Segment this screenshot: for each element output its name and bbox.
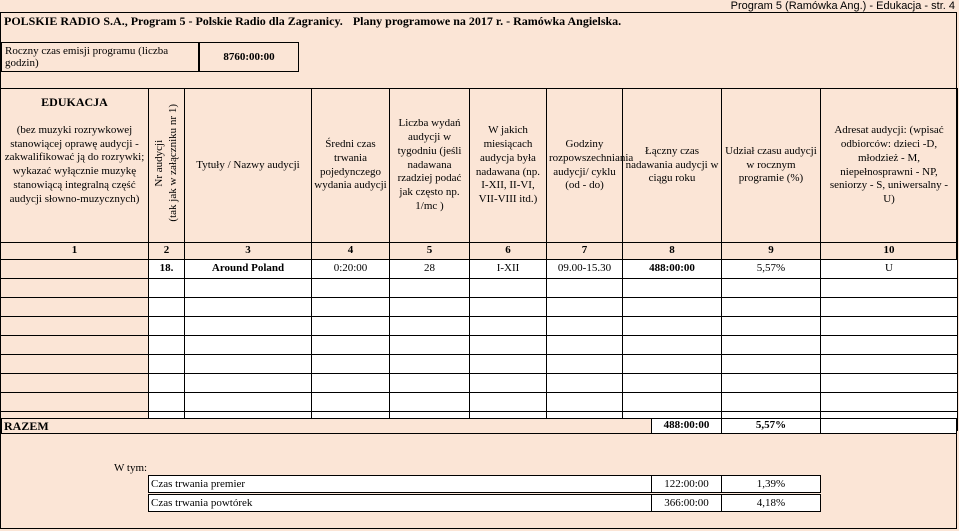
title-text: POLSKIE RADIO S.A., Program 5 - Polskie Radio dla Zagranicy.: [4, 14, 343, 28]
cell-empty: [185, 355, 312, 374]
cell-empty: [623, 279, 722, 298]
cell-empty: [185, 336, 312, 355]
cell-empty: [185, 317, 312, 336]
education-desc: (bez muzyki rozrywkowej stanowiącej oprawę audycji - zakwalifikować ją do rozrywki; wykazać wyłącznie muzykę stanowiącą integralną część audycji słowno-muzycznych): [4, 123, 145, 205]
cell-empty: [623, 374, 722, 393]
cell-empty: [1, 298, 149, 317]
repeat-label: Czas trwania powtórek: [148, 494, 652, 512]
cell-empty: [149, 298, 185, 317]
razem-total: 488:00:00: [651, 418, 722, 434]
cell-empty: [722, 374, 821, 393]
header-months: W jakich miesiącach audycja była nadawana (np. I-XII, II-VI, VII-VIII itd.): [470, 89, 547, 243]
cell-empty: [821, 298, 958, 317]
header-count: Liczba wydań audycji w tygodniu (jeśli nadawana rzadziej podać jak często np. 1/mc ): [390, 89, 470, 243]
premiere-total: 122:00:00: [651, 475, 722, 493]
cell-total: 488:00:00: [623, 260, 722, 279]
col-num: 6: [470, 243, 547, 260]
empty-table-row: [1, 279, 958, 298]
cell-empty: [470, 336, 547, 355]
cell-empty: [1, 260, 149, 279]
cell-empty: [390, 298, 470, 317]
empty-table-row: [1, 336, 958, 355]
empty-table-row: [1, 355, 958, 374]
header-titles: Tytuły / Nazwy audycji: [185, 89, 312, 243]
cell-empty: [185, 298, 312, 317]
header-total: Łączny czas nadawania audycji w ciągu roku: [623, 89, 722, 243]
table-row: [1, 260, 958, 279]
razem-label: RAZEM: [1, 418, 651, 434]
cell-empty: [821, 317, 958, 336]
cell-empty: [312, 355, 390, 374]
document-title: [4, 14, 621, 29]
cell-empty: [1, 279, 149, 298]
col-num: 1: [1, 243, 149, 260]
subtitle-text: Plany programowe na 2017 r. - Ramówka Angielska.: [352, 14, 622, 28]
cell-empty: [470, 298, 547, 317]
header-avg: Średni czas trwania pojedynczego wydania audycji: [312, 89, 390, 243]
cell-empty: [821, 336, 958, 355]
cell-audience: U: [821, 260, 958, 279]
cell-empty: [390, 317, 470, 336]
cell-empty: [312, 393, 390, 412]
cell-empty: [470, 317, 547, 336]
cell-empty: [821, 393, 958, 412]
header-nr: [149, 89, 185, 243]
cell-empty: [722, 298, 821, 317]
column-number-row: [1, 243, 958, 260]
cell-empty: [547, 355, 623, 374]
empty-table-row: [1, 374, 958, 393]
cell-empty: [470, 355, 547, 374]
annual-time-value: 8760:00:00: [199, 42, 299, 72]
cell-empty: [390, 393, 470, 412]
header-education: [1, 89, 149, 243]
header-audience: Adresat audycji: (wpisać odbiorców: dzieci -D, młodzież - M, niepełnosprawni - NP, seniorzy - S, uniwersalny - U): [821, 89, 958, 243]
cell-empty: [623, 336, 722, 355]
cell-title: Around Poland: [185, 260, 312, 279]
nr-text: Nr audycji: [152, 139, 165, 187]
cell-empty: [821, 279, 958, 298]
cell-empty: [1, 336, 149, 355]
cell-empty: [722, 355, 821, 374]
program-table: [0, 88, 958, 431]
header-row: [1, 89, 958, 243]
cell-empty: [547, 336, 623, 355]
premiere-label: Czas trwania premier: [148, 475, 652, 493]
cell-empty: [547, 279, 623, 298]
col-num: 3: [185, 243, 312, 260]
col-num: 4: [312, 243, 390, 260]
cell-avg: 0:20:00: [312, 260, 390, 279]
premiere-share: 1,39%: [721, 475, 821, 493]
cell-empty: [1, 317, 149, 336]
cell-empty: [470, 279, 547, 298]
cell-nr: 18.: [149, 260, 185, 279]
cell-empty: [821, 374, 958, 393]
cell-empty: [149, 336, 185, 355]
cell-empty: [623, 355, 722, 374]
cell-empty: [312, 374, 390, 393]
cell-empty: [1, 393, 149, 412]
page-label: Program 5 (Ramówka Ang.) - Edukacja - str. 4: [730, 0, 955, 12]
cell-empty: [312, 279, 390, 298]
col-num: 2: [149, 243, 185, 260]
cell-hours: 09.00-15.30: [547, 260, 623, 279]
cell-empty: [722, 393, 821, 412]
cell-empty: [312, 336, 390, 355]
razem-share: 5,57%: [721, 418, 821, 434]
cell-empty: [1, 355, 149, 374]
empty-table-row: [1, 317, 958, 336]
cell-empty: [149, 355, 185, 374]
cell-empty: [390, 279, 470, 298]
col-num: 7: [547, 243, 623, 260]
cell-empty: [312, 317, 390, 336]
nr-sub-text: (tak jak w załączniku nr 1): [166, 104, 179, 222]
cell-empty: [470, 374, 547, 393]
empty-table-row: [1, 393, 958, 412]
repeat-total: 366:00:00: [651, 494, 722, 512]
header-share: Udział czasu audycji w rocznym programie (%): [722, 89, 821, 243]
cell-empty: [149, 374, 185, 393]
col-num: 10: [821, 243, 958, 260]
cell-empty: [547, 298, 623, 317]
header-hours: Godziny rozpowszechniania audycji/ cyklu (od - do): [547, 89, 623, 243]
razem-empty: [820, 418, 957, 434]
education-title: EDUKACJA: [41, 94, 108, 109]
col-num: 9: [722, 243, 821, 260]
empty-table-row: [1, 298, 958, 317]
cell-count: 28: [390, 260, 470, 279]
cell-empty: [390, 374, 470, 393]
cell-empty: [470, 393, 547, 412]
cell-empty: [390, 355, 470, 374]
cell-empty: [149, 393, 185, 412]
repeat-share: 4,18%: [721, 494, 821, 512]
cell-empty: [623, 317, 722, 336]
cell-share: 5,57%: [722, 260, 821, 279]
cell-empty: [547, 317, 623, 336]
cell-empty: [547, 393, 623, 412]
cell-empty: [722, 336, 821, 355]
cell-empty: [149, 317, 185, 336]
annual-time-label: Roczny czas emisji programu (liczba godzin): [1, 42, 199, 72]
cell-empty: [149, 279, 185, 298]
cell-empty: [623, 393, 722, 412]
cell-empty: [722, 317, 821, 336]
cell-empty: [623, 298, 722, 317]
col-num: 8: [623, 243, 722, 260]
cell-empty: [185, 374, 312, 393]
cell-empty: [185, 393, 312, 412]
cell-empty: [1, 374, 149, 393]
cell-empty: [547, 374, 623, 393]
col-num: 5: [390, 243, 470, 260]
cell-empty: [390, 336, 470, 355]
cell-months: I-XII: [470, 260, 547, 279]
nr-label: [153, 104, 181, 222]
cell-empty: [185, 279, 312, 298]
cell-empty: [312, 298, 390, 317]
cell-empty: [821, 355, 958, 374]
cell-empty: [722, 279, 821, 298]
wtym-label: W tym:: [114, 462, 148, 474]
